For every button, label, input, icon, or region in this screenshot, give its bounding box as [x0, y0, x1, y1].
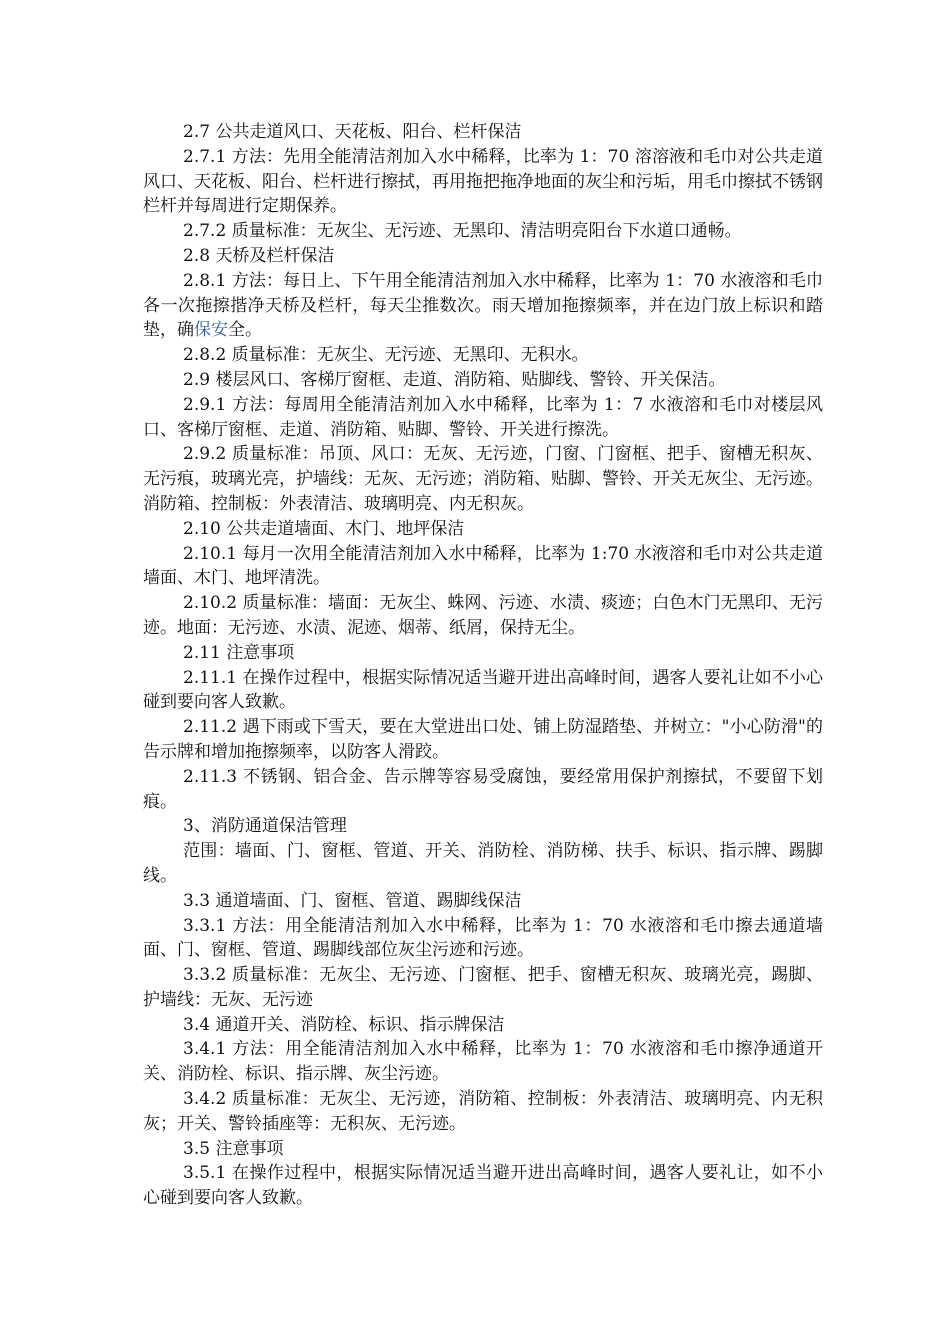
paragraph-2-11-1: 2.11.1 在操作过程中，根据实际情况适当避开进出高峰时间，遇客人要礼让如不小心碰到要向客人致歉。: [143, 667, 823, 713]
paragraph-scope: 范围：墙面、门、窗框、管道、开关、消防栓、消防梯、扶手、标识、指示牌、踢脚线。: [143, 841, 823, 886]
paragraph-2-11-3: 2.11.3 不锈钢、铝合金、告示牌等容易受腐蚀，要经常用保护剂擦拭，不要留下划痕。: [143, 766, 823, 812]
paragraph-2-8-1: [143, 269, 823, 343]
heading-2-10: 2.10 公共走道墙面、木门、地坪保洁: [183, 518, 465, 539]
paragraph-2-11-2: 2.11.2 遇下雨或下雪天，要在大堂进出口处、铺上防湿踏垫、并树立："小心防滑"的告示牌和增加拖擦频率，以防客人滑跤。: [143, 717, 823, 762]
paragraph-2-8-1-text-end: 全。: [228, 320, 262, 341]
paragraph-2-7-1: 2.7.1 方法：先用全能清洁剂加入水中稀释，比率为 1：70 溶溶液和毛巾对公共走道风口、天花板、阳台、栏杆进行擦拭，再用拖把拖净地面的灰尘和污垢，用毛巾擦拭不锈钢栏杆并每周进行定期保养。: [143, 146, 823, 217]
paragraph-2-9-2: 2.9.2 质量标准：吊顶、风口：无灰、无污迹，门窗、门窗框、把手、窗槽无积灰、无污痕，玻璃光亮，护墙线：无灰、无污迹；消防箱、贴脚、警铃、开关无灰尘、无污迹。消防箱、控制板：外表清洁、玻璃明亮、内无积灰。: [143, 444, 823, 514]
heading-3: 3、消防通道保洁管理: [183, 816, 347, 837]
heading-2-8: 2.8 天桥及栏杆保洁: [183, 245, 335, 266]
paragraph-2-9-1: 2.9.1 方法：每周用全能清洁剂加入水中稀释，比率为 1：7 水液溶和毛巾对楼层风口、客梯厅窗框、走道、消防箱、贴脚、警铃、开关进行擦洗。: [143, 394, 823, 440]
paragraph-2-10-1: 2.10.1 每月一次用全能清洁剂加入水中稀释，比率为 1:70 水液溶和毛巾对公共走道墙面、木门、地坪清洗。: [143, 543, 823, 589]
heading-3-3: 3.3 通道墙面、门、窗框、管道、踢脚线保洁: [183, 890, 522, 911]
paragraph-2-8-1-text: 2.8.1 方法：每日上、下午用全能清洁剂加入水中稀释，比率为 1：70 水液溶和毛巾各一次拖擦揩净天桥及栏杆，每天尘推数次。雨天增加拖擦频率，并在边门放上标识和踏垫，确: [143, 270, 823, 341]
heading-3-5: 3.5 注意事项: [183, 1138, 284, 1159]
heading-2-11: 2.11 注意事项: [183, 642, 295, 663]
security-link[interactable]: 保安: [194, 320, 228, 341]
paragraph-3-4-2: 3.4.2 质量标准：无灰尘、无污迹，消防箱、控制板：外表清洁、玻璃明亮、内无积灰；开关、警铃插座等：无积灰、无污迹。: [143, 1089, 823, 1134]
heading-3-4: 3.4 通道开关、消防栓、标识、指示牌保洁: [183, 1014, 505, 1035]
paragraph-2-8-2: 2.8.2 质量标准：无灰尘、无污迹、无黑印、无积水。: [183, 345, 589, 366]
paragraph-3-3-2: 3.3.2 质量标准：无灰尘、无污迹、门窗框、把手、窗槽无积灰、玻璃光亮，踢脚、护墙线：无灰、无污迹: [143, 965, 823, 1010]
document-body: [143, 120, 823, 1211]
paragraph-3-4-1: 3.4.1 方法：用全能清洁剂加入水中稀释，比率为 1：70 水液溶和毛巾擦净通道开关、消防栓、标识、指示牌、灰尘污迹。: [143, 1039, 823, 1085]
paragraph-3-3-1: 3.3.1 方法：用全能清洁剂加入水中稀释，比率为 1：70 水液溶和毛巾擦去通道墙面、门、窗框、管道、踢脚线部位灰尘污迹和污迹。: [143, 915, 823, 961]
paragraph-3-5-1: 3.5.1 在操作过程中，根据实际情况适当避开进出高峰时间，遇客人要礼让，如不小心碰到要向客人致歉。: [143, 1163, 823, 1209]
heading-2-7: 2.7 公共走道风口、天花板、阳台、栏杆保洁: [183, 122, 522, 142]
paragraph-2-7-2: 2.7.2 质量标准：无灰尘、无污迹、无黑印、清洁明亮阳台下水道口通畅。: [183, 221, 742, 242]
heading-2-9: 2.9 楼层风口、客梯厅窗框、走道、消防箱、贴脚线、警铃、开关保洁。: [183, 369, 726, 390]
paragraph-2-10-2: 2.10.2 质量标准：墙面：无灰尘、蛛网、污迹、水渍、痰迹；白色木门无黑印、无污迹。地面：无污迹、水渍、泥迹、烟蒂、纸屑，保持无尘。: [143, 593, 823, 638]
